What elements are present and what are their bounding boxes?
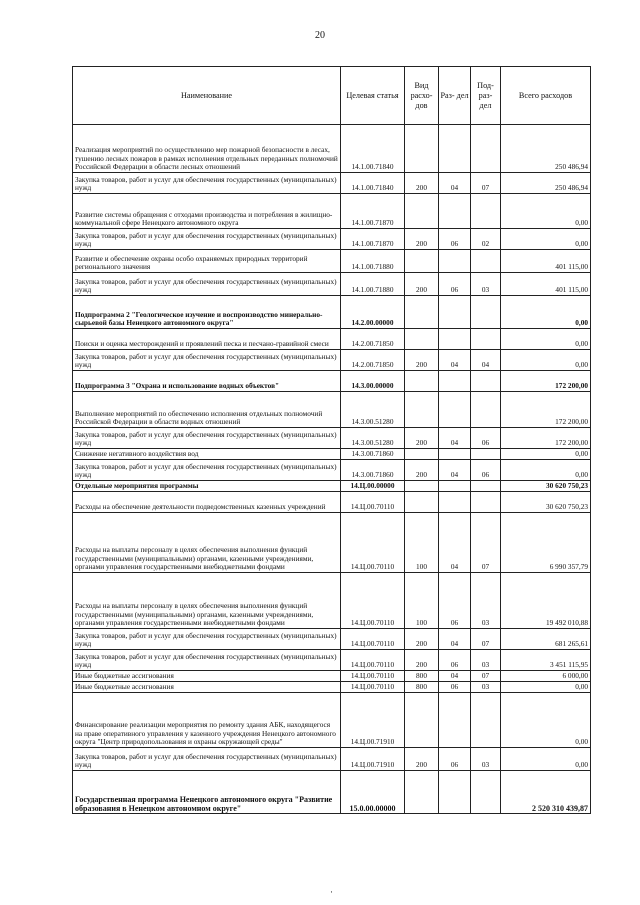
row-expense-type: 200 <box>405 229 439 250</box>
row-subsection: 07 <box>471 671 501 682</box>
row-target: 14.Ц.00.70110 <box>341 513 405 573</box>
table-row <box>73 573 591 629</box>
row-target: 14.Ц.00.70110 <box>341 629 405 650</box>
row-total: 681 265,61 <box>501 629 591 650</box>
row-total: 401 115,00 <box>501 273 591 296</box>
row-subsection <box>471 371 501 392</box>
row-total: 3 451 115,95 <box>501 650 591 671</box>
row-expense-type: 200 <box>405 428 439 449</box>
row-section <box>439 296 471 329</box>
row-name: Закупка товаров, работ и услуг для обеспечения государственных (муниципальных) нужд <box>73 428 341 449</box>
header-subsection: Под- раз- дел <box>471 67 501 125</box>
row-target: 14.Ц.00.70110 <box>341 671 405 682</box>
row-subsection <box>471 194 501 229</box>
table-row <box>73 449 591 460</box>
row-total: 401 115,00 <box>501 250 591 273</box>
row-target: 14.3.00.71860 <box>341 460 405 481</box>
row-subsection: 02 <box>471 229 501 250</box>
row-section <box>439 250 471 273</box>
row-section: 04 <box>439 460 471 481</box>
table-row <box>73 460 591 481</box>
row-subsection: 03 <box>471 273 501 296</box>
table-row <box>73 392 591 428</box>
row-subsection <box>471 329 501 350</box>
row-subsection <box>471 296 501 329</box>
row-section <box>439 329 471 350</box>
row-target: 14.Ц.00.70110 <box>341 682 405 693</box>
row-total: 0,00 <box>501 194 591 229</box>
table-row <box>73 329 591 350</box>
table-row <box>73 296 591 329</box>
row-subsection: 07 <box>471 173 501 194</box>
row-target: 14.3.00.00000 <box>341 371 405 392</box>
row-section: 06 <box>439 573 471 629</box>
row-name: Подпрограмма 2 "Геологическое изучение и воспроизводство минерально-сырьевой базы Ненецкого автономного округа" <box>73 296 341 329</box>
row-target: 14.Ц.00.70110 <box>341 492 405 513</box>
table-body <box>73 125 591 814</box>
row-expense-type: 200 <box>405 650 439 671</box>
row-name: Закупка товаров, работ и услуг для обеспечения государственных (муниципальных) нужд <box>73 748 341 771</box>
row-expense-type <box>405 296 439 329</box>
row-target: 14.3.00.51280 <box>341 392 405 428</box>
table-row <box>73 771 591 814</box>
footer-mark: · <box>330 887 333 897</box>
header-section: Раз- дел <box>439 67 471 125</box>
row-target: 14.Ц.00.71910 <box>341 693 405 748</box>
row-section <box>439 125 471 173</box>
table-row <box>73 194 591 229</box>
row-total: 2 520 310 439,87 <box>501 771 591 814</box>
row-name: Финансирование реализации мероприятия по ремонту здания АБК, находящегося на праве оперативного управления у казенного учреждения Ненецкого автономного округа "Центр природопользования и охраны окружающей среды" <box>73 693 341 748</box>
row-name: Развитие и обеспечение охраны особо охраняемых природных территорий регионального значения <box>73 250 341 273</box>
header-name: Наименование <box>73 67 341 125</box>
row-total: 0,00 <box>501 296 591 329</box>
row-expense-type: 100 <box>405 513 439 573</box>
row-target: 14.Ц.00.70110 <box>341 650 405 671</box>
row-total: 172 200,00 <box>501 392 591 428</box>
row-subsection: 06 <box>471 428 501 449</box>
row-total: 0,00 <box>501 329 591 350</box>
page-number: 20 <box>315 30 325 41</box>
row-section: 04 <box>439 350 471 371</box>
row-section: 04 <box>439 671 471 682</box>
row-subsection: 03 <box>471 748 501 771</box>
table-row <box>73 250 591 273</box>
table-header-row <box>73 67 591 125</box>
header-total: Всего расходов <box>501 67 591 125</box>
row-subsection: 04 <box>471 350 501 371</box>
row-subsection: 03 <box>471 682 501 693</box>
row-section: 06 <box>439 650 471 671</box>
row-subsection <box>471 449 501 460</box>
table-row <box>73 481 591 492</box>
row-section <box>439 492 471 513</box>
row-subsection: 03 <box>471 650 501 671</box>
row-section: 06 <box>439 682 471 693</box>
row-total: 0,00 <box>501 682 591 693</box>
row-expense-type <box>405 449 439 460</box>
table-row <box>73 173 591 194</box>
row-subsection <box>471 492 501 513</box>
row-subsection <box>471 771 501 814</box>
row-expense-type: 800 <box>405 682 439 693</box>
row-total: 0,00 <box>501 350 591 371</box>
row-section: 06 <box>439 229 471 250</box>
row-name: Отдельные мероприятия программы <box>73 481 341 492</box>
row-name: Иные бюджетные ассигнования <box>73 682 341 693</box>
row-expense-type <box>405 371 439 392</box>
row-subsection <box>471 693 501 748</box>
row-section <box>439 392 471 428</box>
table-row <box>73 513 591 573</box>
row-target: 14.1.00.71870 <box>341 194 405 229</box>
row-total: 250 486,94 <box>501 173 591 194</box>
row-subsection <box>471 125 501 173</box>
row-target: 14.1.00.71870 <box>341 229 405 250</box>
row-subsection: 03 <box>471 573 501 629</box>
row-name: Расходы на обеспечение деятельности подведомственных казенных учреждений <box>73 492 341 513</box>
budget-table <box>72 66 591 814</box>
row-name: Государственная программа Ненецкого автономного округа "Развитие образования в Ненецком автономном округе" <box>73 771 341 814</box>
row-subsection: 07 <box>471 629 501 650</box>
row-expense-type <box>405 693 439 748</box>
row-total: 6 000,00 <box>501 671 591 682</box>
row-section: 04 <box>439 513 471 573</box>
row-target: 14.3.00.51280 <box>341 428 405 449</box>
row-total: 172 200,00 <box>501 371 591 392</box>
row-name: Выполнение мероприятий по обеспечению исполнения отдельных полномочий Российской Федерации в области водных отношений <box>73 392 341 428</box>
row-expense-type <box>405 250 439 273</box>
row-target: 14.2.00.71850 <box>341 329 405 350</box>
row-expense-type <box>405 125 439 173</box>
row-name: Расходы на выплаты персоналу в целях обеспечения выполнения функций государственными (муниципальными) органами, казенными учреждениями, органами управления государственными внебюджетными фондами <box>73 573 341 629</box>
row-name: Реализация мероприятий по осуществлению мер пожарной безопасности в лесах, тушению лесных пожаров в рамках исполнения отдельных переданных полномочий Российской Федерации в области лесных отношений <box>73 125 341 173</box>
table-row <box>73 273 591 296</box>
row-section <box>439 693 471 748</box>
table-row <box>73 748 591 771</box>
row-expense-type: 200 <box>405 460 439 481</box>
header-expense-type: Вид расхо- дов <box>405 67 439 125</box>
row-section <box>439 371 471 392</box>
row-section <box>439 771 471 814</box>
row-section: 04 <box>439 629 471 650</box>
row-target: 14.3.00.71860 <box>341 449 405 460</box>
table-row <box>73 229 591 250</box>
row-target: 14.1.00.71880 <box>341 273 405 296</box>
row-name: Закупка товаров, работ и услуг для обеспечения государственных (муниципальных) нужд <box>73 173 341 194</box>
row-name: Развитие системы обращения с отходами производства и потребления в жилищно-коммунальной сфере Ненецкого автономного округа <box>73 194 341 229</box>
table-row <box>73 650 591 671</box>
row-name: Поиски и оценка месторождений и проявлений песка и песчано-гравийной смеси <box>73 329 341 350</box>
table-row <box>73 125 591 173</box>
row-total: 19 492 010,88 <box>501 573 591 629</box>
row-section: 06 <box>439 748 471 771</box>
table-row <box>73 492 591 513</box>
row-target: 14.Ц.00.00000 <box>341 481 405 492</box>
table-row <box>73 682 591 693</box>
row-target: 15.0.00.00000 <box>341 771 405 814</box>
row-expense-type: 200 <box>405 748 439 771</box>
row-section <box>439 194 471 229</box>
table-row <box>73 428 591 449</box>
table-row <box>73 371 591 392</box>
row-target: 14.2.00.71850 <box>341 350 405 371</box>
row-expense-type: 200 <box>405 350 439 371</box>
row-subsection <box>471 392 501 428</box>
header-target: Целевая статья <box>341 67 405 125</box>
row-expense-type <box>405 771 439 814</box>
row-section: 04 <box>439 173 471 194</box>
row-expense-type: 200 <box>405 173 439 194</box>
row-name: Закупка товаров, работ и услуг для обеспечения государственных (муниципальных) нужд <box>73 229 341 250</box>
row-target: 14.Ц.00.70110 <box>341 573 405 629</box>
row-subsection <box>471 250 501 273</box>
table-row <box>73 350 591 371</box>
row-name: Снижение негативного воздействия вод <box>73 449 341 460</box>
row-name: Расходы на выплаты персоналу в целях обеспечения выполнения функций государственными (муниципальными) органами, казенными учреждениями, органами управления государственными внебюджетными фондами <box>73 513 341 573</box>
row-expense-type <box>405 492 439 513</box>
row-expense-type <box>405 194 439 229</box>
row-target: 14.2.00.00000 <box>341 296 405 329</box>
row-total: 250 486,94 <box>501 125 591 173</box>
row-expense-type: 200 <box>405 273 439 296</box>
row-total: 30 620 750,23 <box>501 492 591 513</box>
row-name: Закупка товаров, работ и услуг для обеспечения государственных (муниципальных) нужд <box>73 350 341 371</box>
row-name: Закупка товаров, работ и услуг для обеспечения государственных (муниципальных) нужд <box>73 629 341 650</box>
row-name: Закупка товаров, работ и услуг для обеспечения государственных (муниципальных) нужд <box>73 460 341 481</box>
row-expense-type <box>405 481 439 492</box>
table-row <box>73 671 591 682</box>
row-name: Подпрограмма 3 "Охрана и использование водных объектов" <box>73 371 341 392</box>
row-expense-type <box>405 329 439 350</box>
row-section <box>439 481 471 492</box>
row-target: 14.1.00.71880 <box>341 250 405 273</box>
row-total: 30 620 750,23 <box>501 481 591 492</box>
row-subsection: 06 <box>471 460 501 481</box>
row-expense-type: 200 <box>405 629 439 650</box>
row-expense-type: 800 <box>405 671 439 682</box>
row-total: 0,00 <box>501 693 591 748</box>
row-subsection: 07 <box>471 513 501 573</box>
row-target: 14.Ц.00.71910 <box>341 748 405 771</box>
row-expense-type <box>405 392 439 428</box>
row-section: 06 <box>439 273 471 296</box>
row-total: 172 200,00 <box>501 428 591 449</box>
row-total: 6 990 357,79 <box>501 513 591 573</box>
row-total: 0,00 <box>501 229 591 250</box>
row-target: 14.1.00.71840 <box>341 125 405 173</box>
row-name: Закупка товаров, работ и услуг для обеспечения государственных (муниципальных) нужд <box>73 273 341 296</box>
row-name: Иные бюджетные ассигнования <box>73 671 341 682</box>
row-total: 0,00 <box>501 748 591 771</box>
row-total: 0,00 <box>501 460 591 481</box>
row-target: 14.1.00.71840 <box>341 173 405 194</box>
row-name: Закупка товаров, работ и услуг для обеспечения государственных (муниципальных) нужд <box>73 650 341 671</box>
row-expense-type: 100 <box>405 573 439 629</box>
row-subsection <box>471 481 501 492</box>
row-section: 04 <box>439 428 471 449</box>
table-row <box>73 693 591 748</box>
row-section <box>439 449 471 460</box>
table-row <box>73 629 591 650</box>
row-total: 0,00 <box>501 449 591 460</box>
